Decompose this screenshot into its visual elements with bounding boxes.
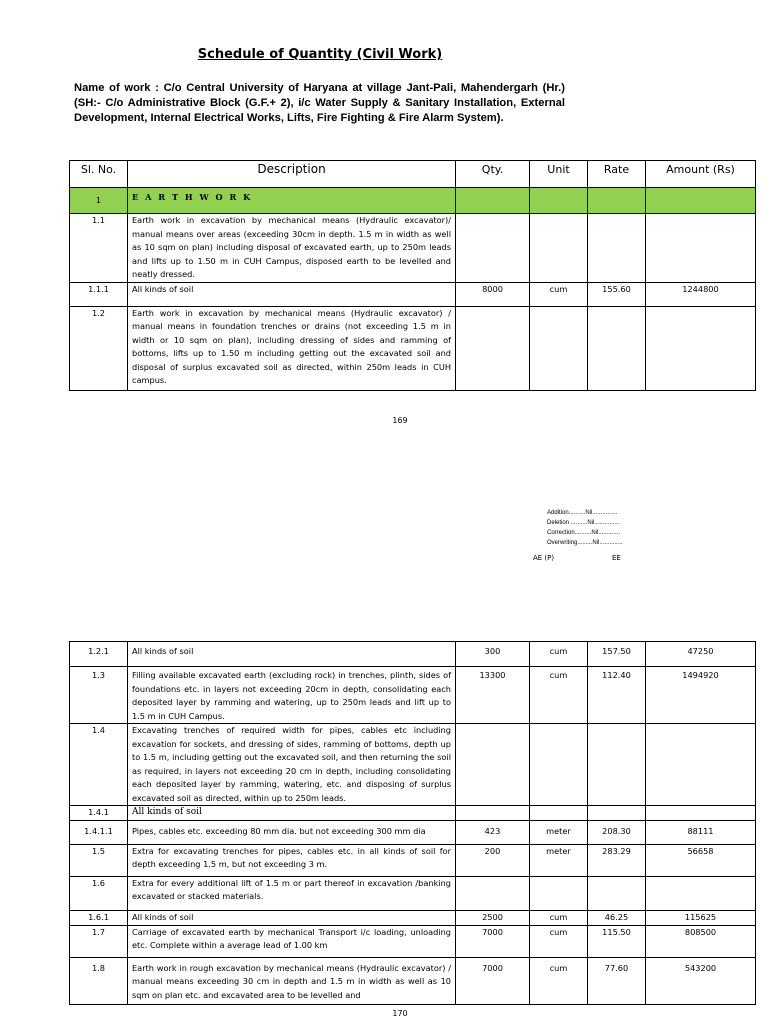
cell-sl: 1.3	[70, 667, 128, 724]
cell-rate	[588, 188, 646, 214]
name-of-work: Name of work : C/o Central University of Haryana at village Jant-Pali, Mahendergarh (Hr.) (SH:- C/o Administrative Block (G.F.+ 2), i/c Water Supply & Sanitary Installation, External Development, Internal Electrical Works, Lifts, Fire Fighting & Fire Alarm System).	[74, 82, 565, 124]
cell-sl: 1.8	[70, 957, 128, 1004]
table-row	[70, 667, 756, 724]
cell-qty: 200	[456, 844, 530, 876]
col-header-unit: Unit	[530, 161, 588, 188]
col-header-sl: Sl. No.	[70, 161, 128, 188]
table-row	[70, 724, 756, 806]
cell-unit	[530, 806, 588, 821]
cell-description: E A R T H W O R K	[128, 188, 456, 214]
table-row	[70, 820, 756, 844]
cell-qty	[456, 806, 530, 821]
cell-description: Excavating trenches of required width for pipes, cables etc including excavation for sockets, and dressing of sides, ramming of bottoms, depth up to 1.5 m, including getting out the excavated soil, and then returning the soil as required, in layers not exceeding 20 cm in depth, including consolidating each deposited layer by ramming, watering, etc. and disposing of surplus excavated soil as directed, within up to 250m leads.	[128, 724, 456, 806]
table-row	[70, 925, 756, 957]
cell-unit	[530, 876, 588, 910]
page-number: 169	[392, 416, 408, 425]
table-row-section-heading	[70, 188, 756, 214]
cell-amount: 56658	[646, 844, 756, 876]
cell-description: Pipes, cables etc. exceeding 80 mm dia. but not exceeding 300 mm dia	[128, 820, 456, 844]
cell-qty: 423	[456, 820, 530, 844]
cell-qty: 13300	[456, 667, 530, 724]
cell-description: Earth work in rough excavation by mechanical means (Hydraulic excavator) / manual means exceeding 30 cm in depth and 1.5 m in width as well as 10 sqm on plan etc. and excavated area to be levelled and	[128, 957, 456, 1004]
cell-qty	[456, 188, 530, 214]
cell-description: All kinds of soil	[128, 910, 456, 925]
cell-rate: 157.50	[588, 642, 646, 667]
cell-unit: meter	[530, 820, 588, 844]
table-row	[70, 282, 756, 306]
cell-rate	[588, 806, 646, 821]
cell-rate: 283.29	[588, 844, 646, 876]
cell-unit: cum	[530, 957, 588, 1004]
cell-description: All kinds of soil	[128, 642, 456, 667]
cell-qty: 2500	[456, 910, 530, 925]
cell-unit	[530, 214, 588, 283]
cell-amount	[646, 214, 756, 283]
page-title: Schedule of Quantity (Civil Work)	[197, 47, 443, 62]
cell-sl: 1.4	[70, 724, 128, 806]
cell-sl: 1.6	[70, 876, 128, 910]
cell-rate	[588, 214, 646, 283]
addition-deletion-notes	[547, 508, 623, 548]
cell-amount: 47250	[646, 642, 756, 667]
col-header-amount: Amount (Rs)	[646, 161, 756, 188]
table-row	[70, 306, 756, 390]
page-number: 170	[392, 1009, 408, 1018]
cell-sl: 1	[70, 188, 128, 214]
cell-amount: 88111	[646, 820, 756, 844]
table-row	[70, 806, 756, 821]
cell-sl: 1.1	[70, 214, 128, 283]
note-line: Overwriting.........Nil..............	[547, 540, 623, 546]
cell-unit	[530, 188, 588, 214]
note-line: Addition..........Nil...............	[547, 510, 618, 516]
table-row	[70, 957, 756, 1004]
cell-amount	[646, 724, 756, 806]
cell-amount	[646, 306, 756, 390]
table-row	[70, 642, 756, 667]
cell-unit	[530, 724, 588, 806]
cell-sl: 1.4.1.1	[70, 820, 128, 844]
cell-unit	[530, 306, 588, 390]
col-header-qty: Qty.	[456, 161, 530, 188]
cell-rate	[588, 306, 646, 390]
cell-description: All kinds of soil	[128, 282, 456, 306]
cell-amount: 1494920	[646, 667, 756, 724]
cell-rate	[588, 876, 646, 910]
cell-rate: 155.60	[588, 282, 646, 306]
table-row	[70, 910, 756, 925]
cell-amount	[646, 188, 756, 214]
cell-sl: 1.7	[70, 925, 128, 957]
cell-qty	[456, 876, 530, 910]
signature-ee: EE	[612, 554, 621, 562]
cell-amount: 808500	[646, 925, 756, 957]
cell-sl: 1.4.1	[70, 806, 128, 821]
cell-qty: 300	[456, 642, 530, 667]
col-header-rate: Rate	[588, 161, 646, 188]
cell-unit: meter	[530, 844, 588, 876]
cell-unit: cum	[530, 910, 588, 925]
cell-description: Carriage of excavated earth by mechanical Transport i/c loading, unloading etc. Complete within a average lead of 1.00 km	[128, 925, 456, 957]
cell-description: Extra for excavating trenches for pipes, cables etc. in all kinds of soil for depth exceeding 1.5 m, but not exceeding 3 m.	[128, 844, 456, 876]
cell-description: Earth work in excavation by mechanical means (Hydraulic excavator) / manual means in foundation trenches or drains (not exceeding 1.5 m in width or 10 sqm on plan), including dressing of sides and ramming of bottoms, lifts up to 1.50 m including getting out the excavated soil and disposal of surplus excavated soil as directed, within 250m leads in CUH campus.	[128, 306, 456, 390]
cell-rate: 46.25	[588, 910, 646, 925]
cell-description: Filling available excavated earth (excluding rock) in trenches, plinth, sides of foundations etc. in layers not exceeding 20cm in depth, consolidating each deposited layer by ramming and watering, up to 250m leads and lift up to 1.5 m in CUH Campus.	[128, 667, 456, 724]
cell-rate: 77.60	[588, 957, 646, 1004]
boq-table-page-2	[69, 641, 756, 1005]
cell-qty: 7000	[456, 925, 530, 957]
cell-sl: 1.2	[70, 306, 128, 390]
cell-unit: cum	[530, 925, 588, 957]
note-line: Correction..........Nil.............	[547, 530, 621, 536]
cell-unit: cum	[530, 642, 588, 667]
cell-sl: 1.1.1	[70, 282, 128, 306]
cell-amount: 543200	[646, 957, 756, 1004]
cell-rate	[588, 724, 646, 806]
cell-rate: 112.40	[588, 667, 646, 724]
cell-description: Earth work in excavation by mechanical means (Hydraulic excavator)/ manual means over areas (exceeding 30cm in depth. 1.5 m in width as well as 10 sqm on plan) including disposal of excavated earth, up to 250m leads and lifts up to 1.50 m in CUH Campus, disposed earth to be levelled and neatly dressed.	[128, 214, 456, 283]
cell-unit: cum	[530, 282, 588, 306]
cell-rate: 208.30	[588, 820, 646, 844]
table-row	[70, 844, 756, 876]
cell-sl: 1.5	[70, 844, 128, 876]
cell-qty	[456, 724, 530, 806]
cell-qty	[456, 306, 530, 390]
signature-ae: AE (P)	[533, 554, 555, 562]
cell-rate: 115.50	[588, 925, 646, 957]
cell-description: All kinds of soil	[128, 806, 456, 821]
cell-amount	[646, 806, 756, 821]
table-row	[70, 214, 756, 283]
cell-unit: cum	[530, 667, 588, 724]
cell-description: Extra for every additional lift of 1.5 m or part thereof in excavation /banking excavated or stacked materials.	[128, 876, 456, 910]
boq-table-page-1	[69, 160, 756, 391]
cell-sl: 1.2.1	[70, 642, 128, 667]
cell-amount: 115625	[646, 910, 756, 925]
cell-sl: 1.6.1	[70, 910, 128, 925]
cell-amount	[646, 876, 756, 910]
cell-amount: 1244800	[646, 282, 756, 306]
table-header-row	[70, 161, 756, 188]
cell-qty	[456, 214, 530, 283]
table-row	[70, 876, 756, 910]
col-header-description: Description	[128, 161, 456, 188]
note-line: Deletion ..........Nil...............	[547, 520, 620, 526]
cell-qty: 7000	[456, 957, 530, 1004]
cell-qty: 8000	[456, 282, 530, 306]
